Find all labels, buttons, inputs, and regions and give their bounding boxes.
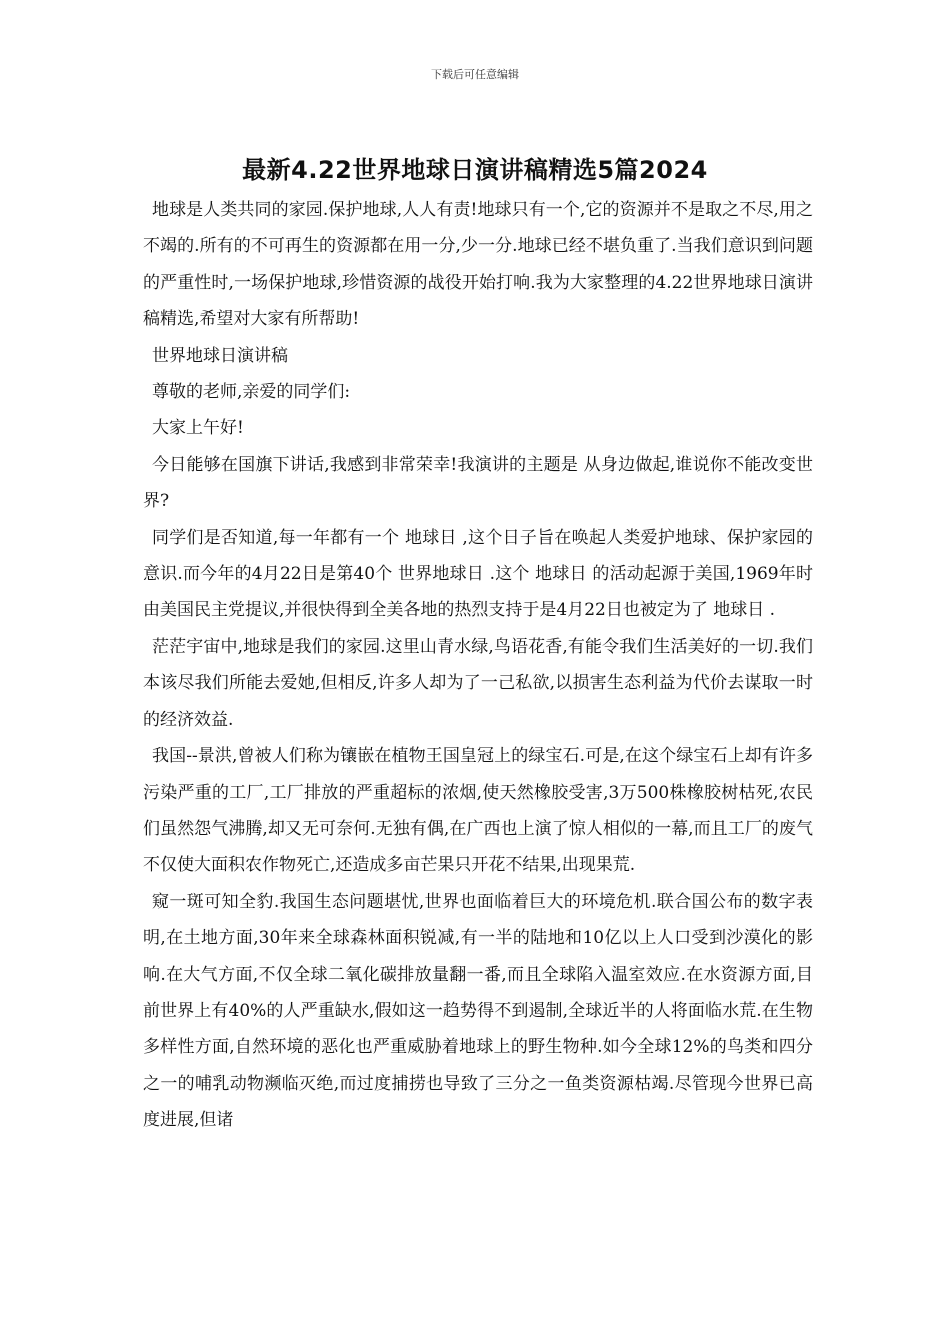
paragraph-theme: 今日能够在国旗下讲话,我感到非常荣幸!我演讲的主题是 从身边做起,谁说你不能改变世界? bbox=[143, 454, 813, 512]
paragraph-earth-day: 同学们是否知道,每一年都有一个 地球日 ,这个日子旨在唤起人类爱护地球、保护家园的意识.而今年的4月22日是第40个 世界地球日 .这个 地球日 的活动起源于美国,1969年时由美国民主党提议,并很快得到全美各地的热烈支持于是4月22日也被定为了 地球日 . bbox=[143, 527, 813, 621]
paragraph-jinghong: 我国--景洪,曾被人们称为镶嵌在植物王国皇冠上的绿宝石.可是,在这个绿宝石上却有许多污染严重的工厂,工厂排放的严重超标的浓烟,使天然橡胶受害,3万500株橡胶树枯死,农民们虽然怨气沸腾,却又无可奈何.无独有偶,在广西也上演了惊人相似的一幕,而且工厂的废气不仅使大面积农作物死亡,还造成多亩芒果只开花不结果,出现果荒. bbox=[143, 746, 813, 876]
document-title: 最新4.22世界地球日演讲稿精选5篇2024 bbox=[242, 156, 708, 184]
paragraph-subtitle: 世界地球日演讲稿 bbox=[152, 345, 288, 366]
paragraph-salutation: 尊敬的老师,亲爱的同学们: bbox=[152, 382, 351, 403]
paragraph-global-crisis: 窥一斑可知全豹.我国生态问题堪忧,世界也面临着巨大的环境危机.联合国公布的数字表明,在土地方面,30年来全球森林面积锐减,有一半的陆地和10亿以上人口受到沙漠化的影响.在大气方面,不仅全球二氧化碳排放量翻一番,而且全球陷入温室效应.在水资源方面,目前世界上有40%的人严重缺水,假如这一趋势得不到遏制,全球近半的人将面临水荒.在生物多样性方面,自然环境的恶化也严重威胁着地球上的野生物种.如今全球12%的鸟类和四分之一的哺乳动物濒临灭绝,而过度捕捞也导致了三分之一鱼类资源枯竭.尽管现今世界已高度进展,但诸 bbox=[143, 891, 813, 1131]
document-body bbox=[143, 192, 813, 1139]
paragraph-greeting: 大家上午好! bbox=[152, 418, 244, 439]
paragraph-intro: 地球是人类共同的家园.保护地球,人人有责!地球只有一个,它的资源并不是取之不尽,用之不竭的.所有的不可再生的资源都在用一分,少一分.地球已经不堪负重了.当我们意识到问题的严重性时,一场保护地球,珍惜资源的战役开始打响.我为大家整理的4.22世界地球日演讲稿精选,希望对大家有所帮助! bbox=[143, 200, 813, 330]
header-note: 下载后可任意编辑 bbox=[431, 68, 519, 81]
paragraph-home: 茫茫宇宙中,地球是我们的家园.这里山青水绿,鸟语花香,有能令我们生活美好的一切.我们本该尽我们所能去爱她,但相反,许多人却为了一己私欲,以损害生态利益为代价去谋取一时的经济效益. bbox=[143, 636, 813, 730]
